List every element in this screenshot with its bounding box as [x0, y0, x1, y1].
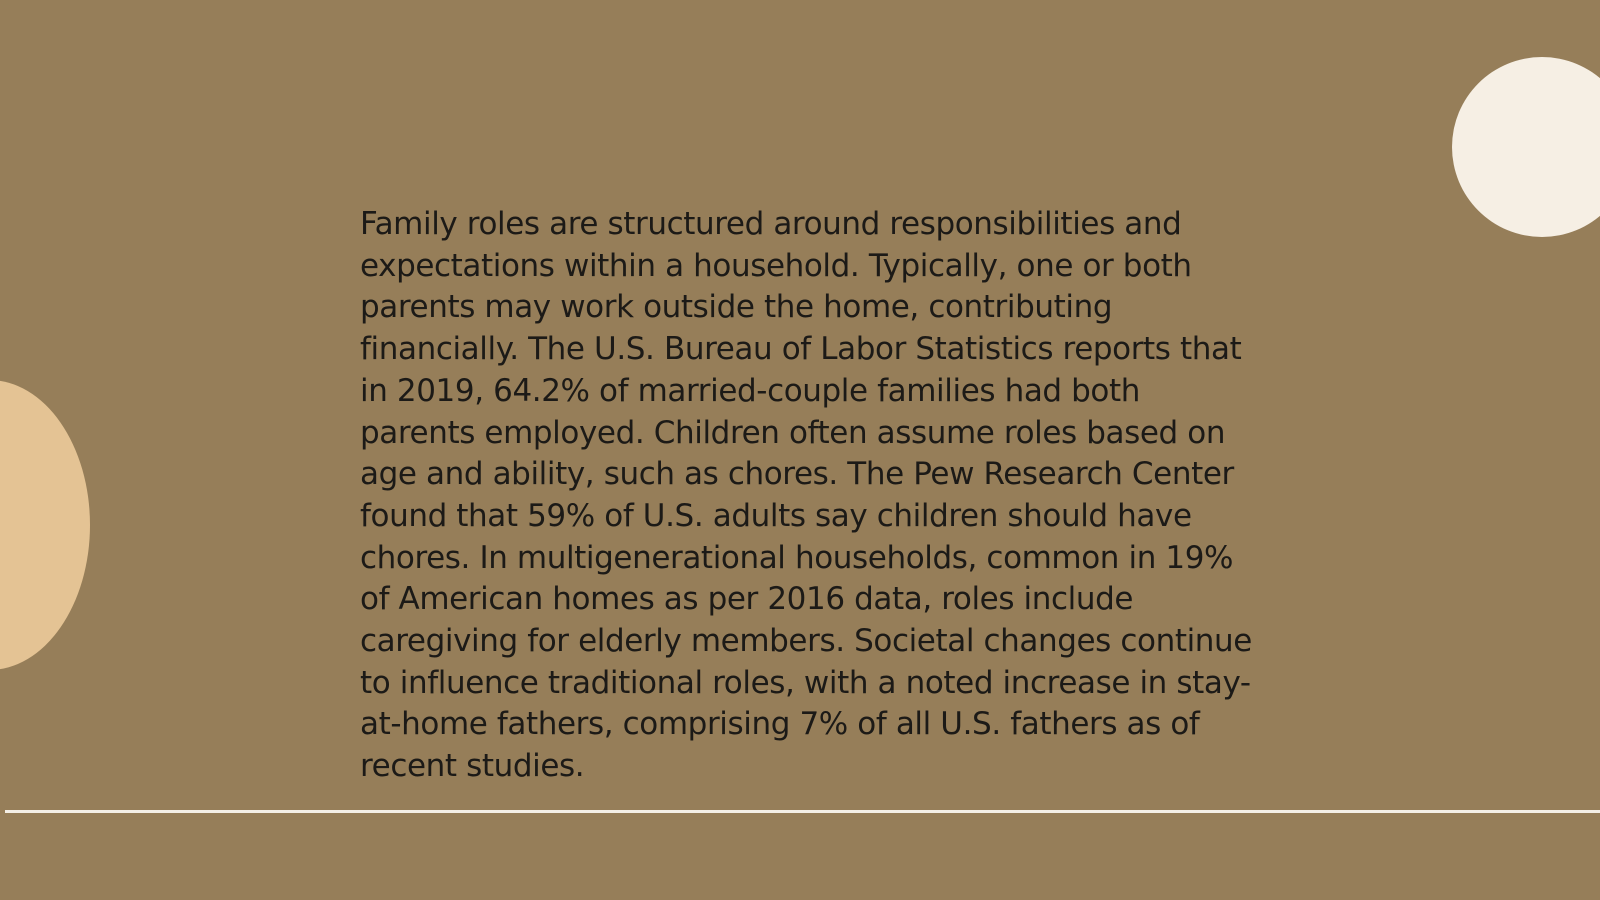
- slide-body-text: Family roles are structured around responsibilities and expectations within a household. Typically, one or both parents may work outside the home, contributing financially. The U.S. Bureau of Labor Statistics reports that in 2019, 64.2% of married-couple families had both parents employed. Children often assume roles based on age and ability, such as chores. The Pew Research Center found that 59% of U.S. adults say children should have chores. In multigenerational households, common in 19% of American homes as per 2016 data, roles include caregiving for elderly members. Societal changes continue to influence traditional roles, with a noted increase in stay-at-home fathers, comprising 7% of all U.S. fathers as of recent studies.: [360, 206, 1252, 785]
- decorative-circle-left: [0, 380, 90, 670]
- decorative-circle-top-right: [1452, 57, 1600, 237]
- decorative-horizontal-line: [5, 810, 1600, 813]
